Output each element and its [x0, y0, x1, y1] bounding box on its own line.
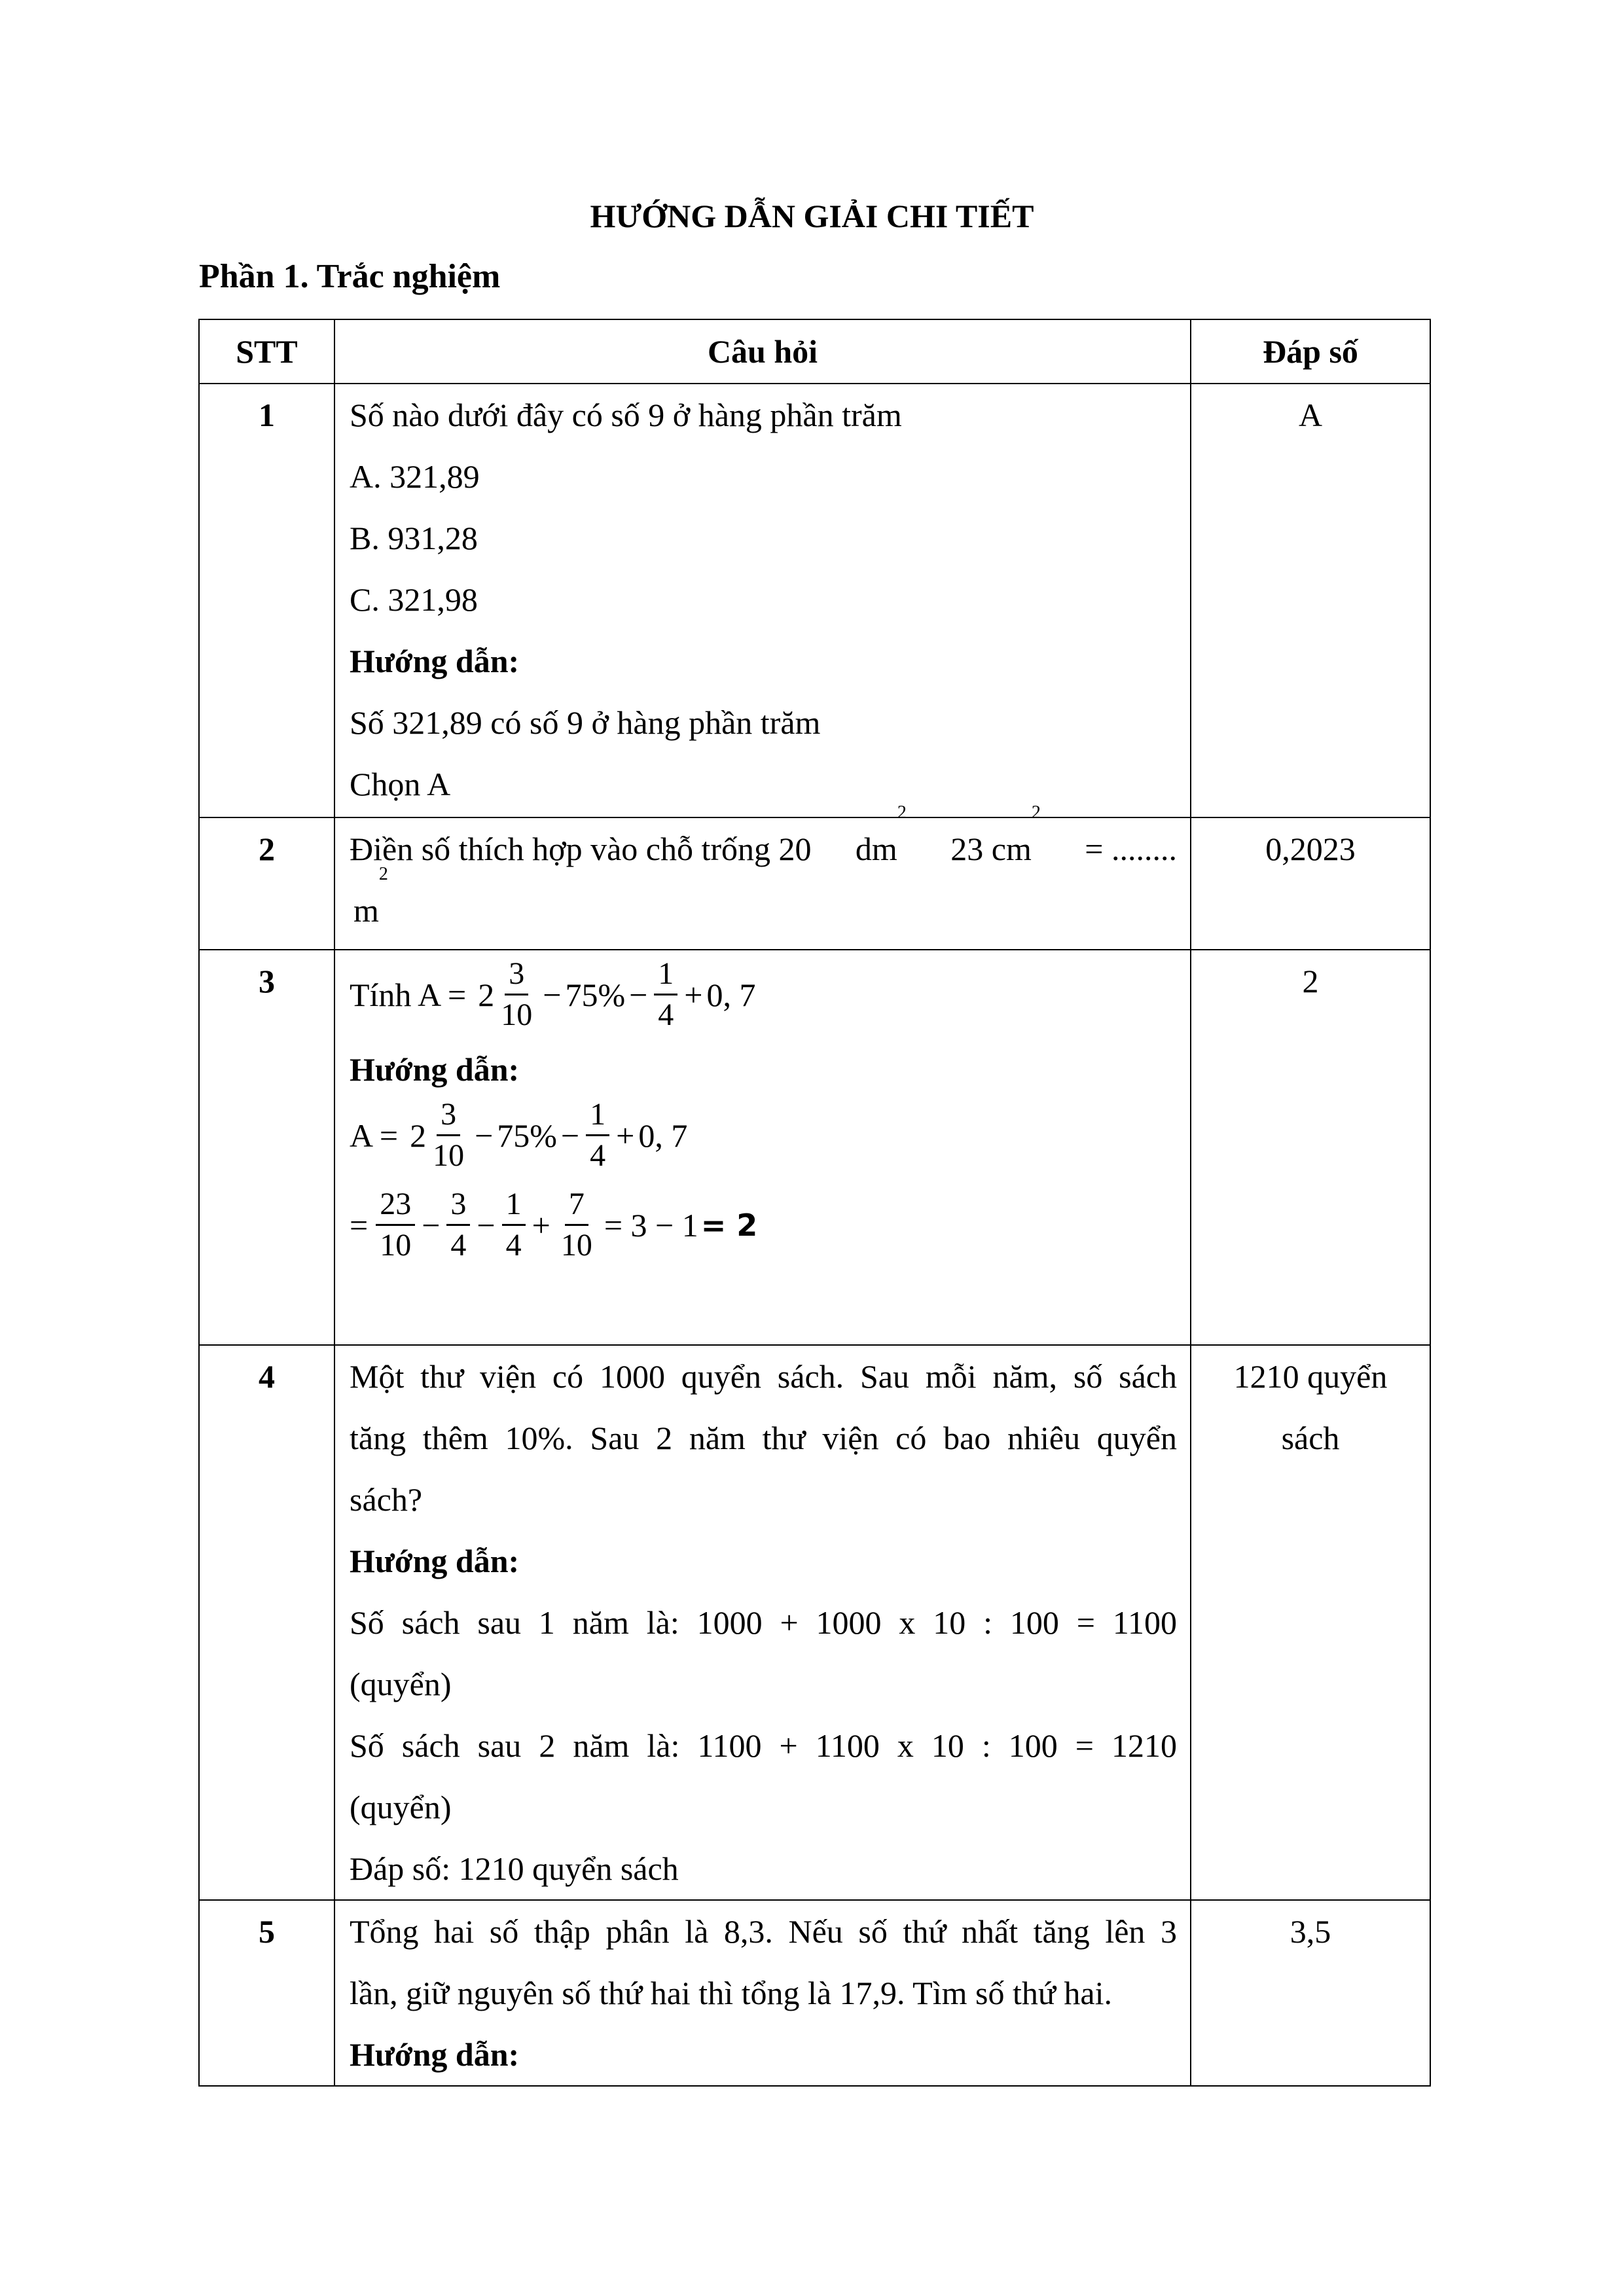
- fraction: [376, 1189, 415, 1261]
- unit-cm: cm: [991, 831, 1032, 867]
- numerator: 7: [565, 1189, 588, 1226]
- numerator: 3: [437, 1099, 460, 1136]
- denominator: 10: [380, 1228, 412, 1263]
- fraction: [502, 1189, 526, 1261]
- decimal: 0, 7: [638, 1117, 688, 1154]
- plus: +: [532, 1206, 550, 1244]
- row-number: 4: [199, 1345, 334, 1900]
- value-23: 23: [950, 831, 984, 867]
- unit-line: [350, 864, 1177, 941]
- denominator: 4: [590, 1138, 606, 1173]
- option-c: C. 321,98: [350, 581, 478, 618]
- percent: 75%: [565, 976, 626, 1013]
- guide-line: Số 321,89 có số 9 ở hàng phần trăm: [350, 704, 821, 741]
- denominator: 10: [501, 997, 533, 1032]
- guide-label: Hướng dẫn:: [350, 2036, 520, 2073]
- question-label: Tính A =: [350, 976, 467, 1013]
- whole-part: 2: [478, 976, 495, 1013]
- row-number: 2: [199, 817, 334, 950]
- row-number: 1: [199, 384, 334, 817]
- equals: =: [350, 1206, 369, 1244]
- fraction: [446, 1189, 470, 1261]
- unit-dm: dm: [855, 831, 897, 867]
- fraction: [586, 1099, 609, 1172]
- answer-cell: 3,5: [1191, 1900, 1430, 2086]
- step-tail: = 3 − 1: [604, 1206, 698, 1244]
- denominator: 4: [450, 1228, 467, 1263]
- plus: +: [616, 1117, 635, 1154]
- question-cell: [334, 950, 1191, 1345]
- page-title: HƯỚNG DẪN GIẢI CHI TIẾT: [590, 198, 1034, 234]
- fraction: [497, 958, 536, 1031]
- header-stt: STT: [199, 319, 334, 384]
- table-row: [199, 1900, 1430, 2086]
- header-question: Câu hỏi: [334, 319, 1191, 384]
- answer-cell: A: [1191, 384, 1430, 817]
- answer-line: sách: [1281, 1420, 1340, 1456]
- denominator: 4: [658, 997, 674, 1032]
- numerator: 1: [586, 1099, 609, 1136]
- decimal: 0, 7: [706, 976, 756, 1013]
- denominator: 10: [433, 1138, 465, 1173]
- guide-line: (quyển): [350, 1789, 452, 1825]
- question-line: Tổng hai số thập phân là 8,3. Nếu số thứ nhất tăng lên 3: [350, 1913, 1177, 1950]
- answer-line: 1210 quyển: [1233, 1358, 1388, 1395]
- blank: = ........: [1085, 831, 1177, 867]
- guide-line: (quyển): [350, 1666, 452, 1702]
- minus: −: [560, 1117, 580, 1154]
- answer-table: [198, 319, 1431, 2087]
- minus: −: [543, 976, 562, 1013]
- table-header-row: [199, 319, 1430, 384]
- expression-line: [350, 950, 1177, 1044]
- percent: 75%: [497, 1117, 557, 1154]
- numerator: 1: [502, 1189, 526, 1226]
- table-row: [199, 1345, 1430, 1900]
- numerator: 3: [505, 958, 528, 996]
- table-row: [199, 950, 1430, 1345]
- guide-label: Hướng dẫn:: [350, 1543, 520, 1579]
- answer-cell: 0,2023: [1191, 817, 1430, 950]
- question-line: Số nào dưới đây có số 9 ở hàng phần trăm: [350, 397, 902, 433]
- guide-label: Hướng dẫn:: [350, 1051, 520, 1088]
- area-dm: [855, 802, 907, 880]
- guide-label: Hướng dẫn:: [350, 643, 520, 679]
- question-cell: [334, 384, 1191, 817]
- question-line: Một thư viện có 1000 quyển sách. Sau mỗi năm, số sách: [350, 1358, 1177, 1395]
- question-line: lần, giữ nguyên số thứ hai thì tổng là 17,9. Tìm số thứ hai.: [350, 1975, 1113, 2011]
- numerator: 3: [446, 1189, 470, 1226]
- question-line: [350, 802, 1177, 880]
- whole-part: 2: [410, 1117, 427, 1154]
- numerator: 1: [654, 958, 677, 996]
- question-cell: [334, 1900, 1191, 2086]
- minus: −: [422, 1206, 441, 1244]
- minus: −: [477, 1206, 496, 1244]
- exponent: 2: [897, 802, 907, 823]
- table-row: [199, 817, 1430, 950]
- section-title: Phần 1. Trắc nghiệm: [199, 258, 501, 295]
- exponent: 2: [1031, 802, 1041, 823]
- area-cm: [950, 802, 1041, 880]
- guide-line: Số sách sau 2 năm là: 1100 + 1100 x 10 : 100 = 1210: [350, 1727, 1177, 1764]
- numerator: 23: [376, 1189, 415, 1226]
- row-number: 3: [199, 950, 334, 1345]
- denominator: 10: [560, 1228, 592, 1263]
- question-cell: [334, 802, 1191, 950]
- unit-m: m: [353, 892, 379, 929]
- expression-line: [350, 1092, 1177, 1185]
- question-cell: [334, 1345, 1191, 1900]
- expression-line: [350, 1185, 1177, 1274]
- question-text: Điền số thích hợp vào chỗ trống 20: [350, 831, 812, 867]
- fraction: [654, 958, 677, 1031]
- table-row: [199, 384, 1430, 817]
- guide-line: Số sách sau 1 năm là: 1000 + 1000 x 10 : 100 = 1100: [350, 1604, 1177, 1641]
- answer-cell: 2: [1191, 950, 1430, 1345]
- question-line: tăng thêm 10%. Sau 2 năm thư viện có bao nhiêu quyển: [350, 1420, 1177, 1456]
- minus: −: [629, 976, 648, 1013]
- option-a: A. 321,89: [350, 458, 480, 495]
- guide-line: Chọn A: [350, 766, 451, 802]
- minus: −: [475, 1117, 494, 1154]
- a-label: A =: [350, 1117, 399, 1154]
- denominator: 4: [505, 1228, 522, 1263]
- final-result: = 2: [700, 1207, 758, 1243]
- answer-cell: [1191, 1345, 1430, 1900]
- row-number: 5: [199, 1900, 334, 2086]
- guide-line: Đáp số: 1210 quyển sách: [350, 1850, 679, 1887]
- header-answer: Đáp số: [1191, 319, 1430, 384]
- option-b: B. 931,28: [350, 520, 478, 556]
- fraction: [557, 1189, 596, 1261]
- fraction: [429, 1099, 468, 1172]
- question-line: sách?: [350, 1481, 423, 1518]
- exponent: 2: [378, 864, 388, 884]
- plus: +: [684, 976, 703, 1013]
